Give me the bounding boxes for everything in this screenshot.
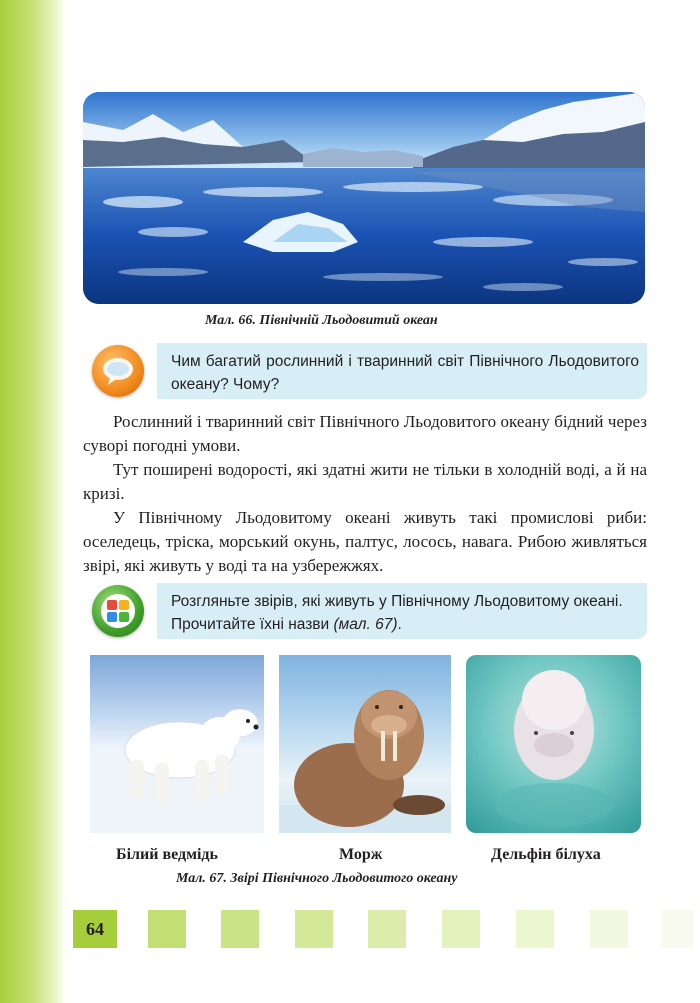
paragraph: У Північному Льодовитому океані живуть такі промислові риби: оселедець, тріска, морський окунь, палтус, лосось, навага. Рибою живляться звірі, які живуть у воді та на узбережжях.	[83, 508, 647, 575]
polar-bear-label: Білий ведмідь	[116, 846, 218, 863]
polar-bear-photo	[90, 655, 264, 833]
question-task-box	[157, 343, 647, 399]
paragraph: Рослинний і тваринний світ Північного Льодовитого океану бідний через суворі погодні умови.	[83, 412, 647, 455]
footer-decor-square	[662, 910, 694, 948]
walrus-photo	[279, 655, 451, 833]
body-text	[83, 410, 647, 578]
side-decoration-stripe	[0, 0, 66, 1003]
speech-bubble-icon	[92, 345, 144, 397]
beluga-photo	[466, 655, 641, 833]
figure-reference: (мал. 67)	[333, 616, 398, 633]
look-task-text: Розгляньте звірів, які живуть у Північному Льодовитому океані. Прочитайте їхні назви	[171, 593, 623, 633]
footer-decor-square	[295, 910, 333, 948]
question-task-text: Чим багатий рослинний і тваринний світ Північного Льодовитого океану? Чому?	[171, 353, 639, 393]
footer-decor-square	[368, 910, 406, 948]
page-number: 64	[73, 910, 117, 948]
figure-67-caption: Мал. 67. Звірі Північного Льодовитого океану	[176, 871, 458, 886]
footer-decor-square	[590, 910, 628, 948]
look-task-end: .	[397, 616, 402, 633]
footer-decor-square	[442, 910, 480, 948]
look-task-box	[157, 583, 647, 639]
arctic-ocean-photo	[83, 92, 645, 304]
footer-decor-square	[148, 910, 186, 948]
walrus-label: Морж	[339, 846, 383, 863]
puzzle-icon	[92, 585, 144, 637]
paragraph: Тут поширені водорості, які здатні жити не тільки в холодній воді, а й на кризі.	[83, 460, 647, 503]
footer-decor-square	[221, 910, 259, 948]
footer-decor-square	[516, 910, 554, 948]
figure-66-caption: Мал. 66. Північній Льодовитий океан	[205, 313, 438, 328]
beluga-label: Дельфін білуха	[491, 846, 601, 863]
